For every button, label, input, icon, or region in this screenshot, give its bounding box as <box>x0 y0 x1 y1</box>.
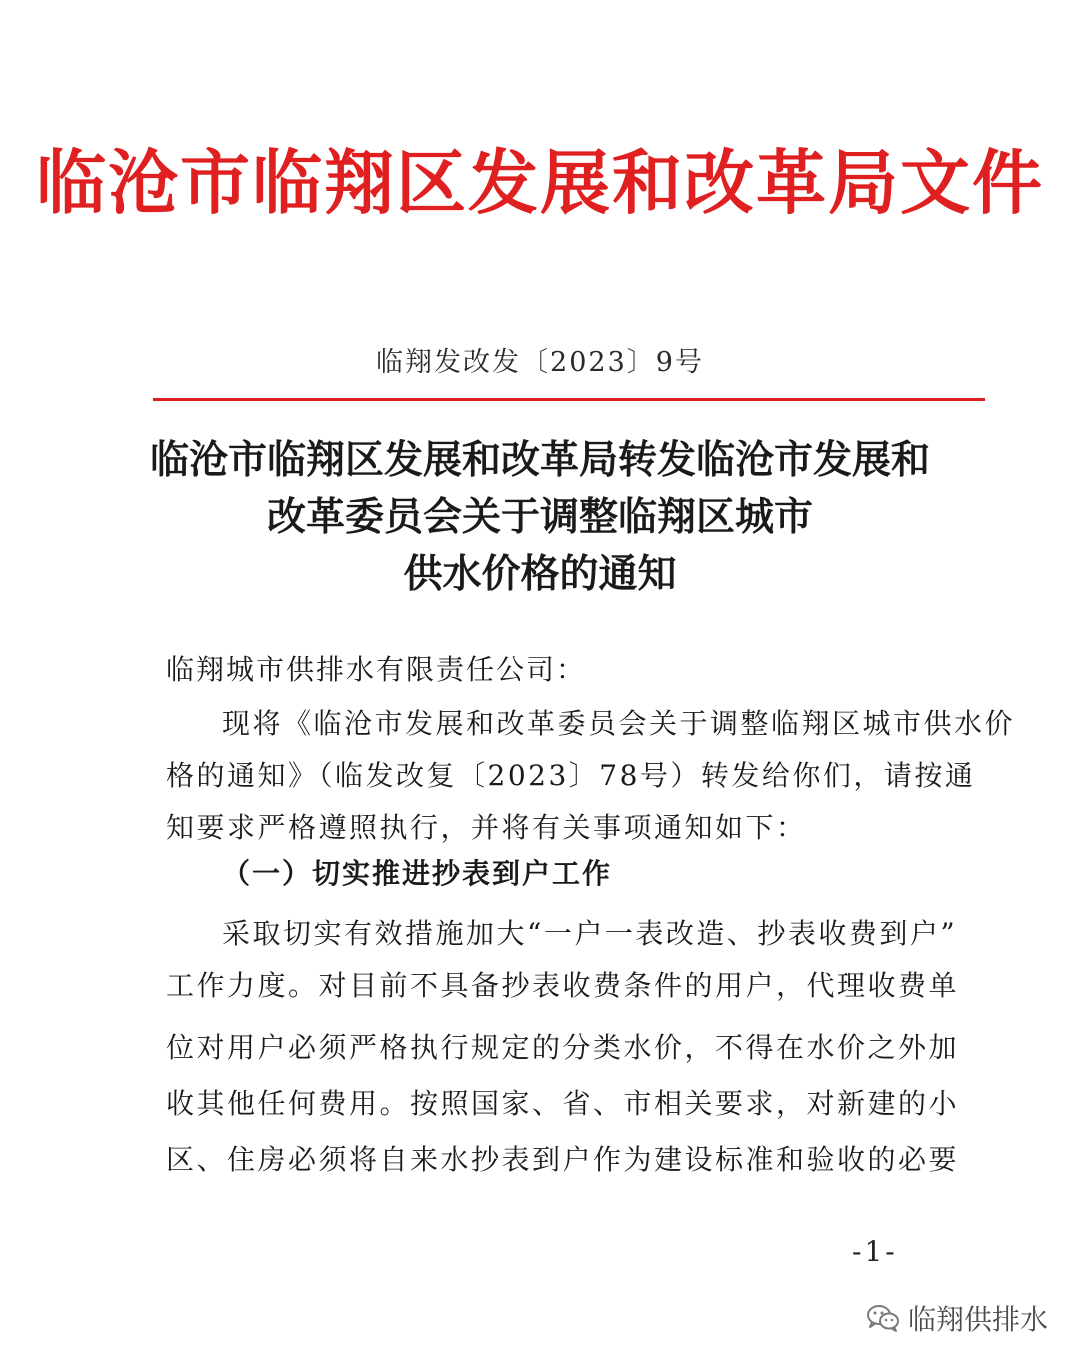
document-header-title: 临沧市临翔区发展和改革局文件 <box>36 142 1044 224</box>
notice-title-line: 临沧市临翔区发展和改革局转发临沧市发展和 <box>149 438 930 483</box>
page-number: -1- <box>852 1235 898 1268</box>
notice-title-line: 改革委员会关于调整临翔区城市 <box>266 495 813 540</box>
paragraph-line: 知要求严格遵照执行，并将有关事项通知如下： <box>166 811 807 844</box>
document-number: 临翔发改发〔2023〕9号 <box>376 347 704 378</box>
paragraph-line: 工作力度。对目前不具备抄表收费条件的用户，代理收费单 <box>166 969 960 1002</box>
recipient-line: 临翔城市供排水有限责任公司： <box>166 653 587 686</box>
paragraph-line: 收其他任何费用。按照国家、省、市相关要求，对新建的小 <box>166 1087 960 1120</box>
paragraph-line: 采取切实有效措施加大“一户一表改造、抄表收费到户” <box>222 917 958 950</box>
paragraph-line: 格的通知》（临发改复〔2023〕78号）转发给你们，请按通 <box>166 759 976 792</box>
wechat-icon <box>866 1303 900 1333</box>
paragraph-line: 位对用户必须严格执行规定的分类水价，不得在水价之外加 <box>166 1031 960 1064</box>
paragraph-line: 现将《临沧市发展和改革委员会关于调整临翔区城市供水价 <box>222 707 1016 740</box>
account-watermark <box>866 1298 1048 1338</box>
watermark-text: 临翔供排水 <box>908 1303 1049 1336</box>
section-heading: （一）切实推进抄表到户工作 <box>222 857 613 890</box>
notice-title <box>0 432 1080 603</box>
red-divider-line <box>153 398 985 401</box>
paragraph-line: 区、住房必须将自来水抄表到户作为建设标准和验收的必要 <box>166 1143 960 1176</box>
notice-title-line: 供水价格的通知 <box>403 552 677 597</box>
